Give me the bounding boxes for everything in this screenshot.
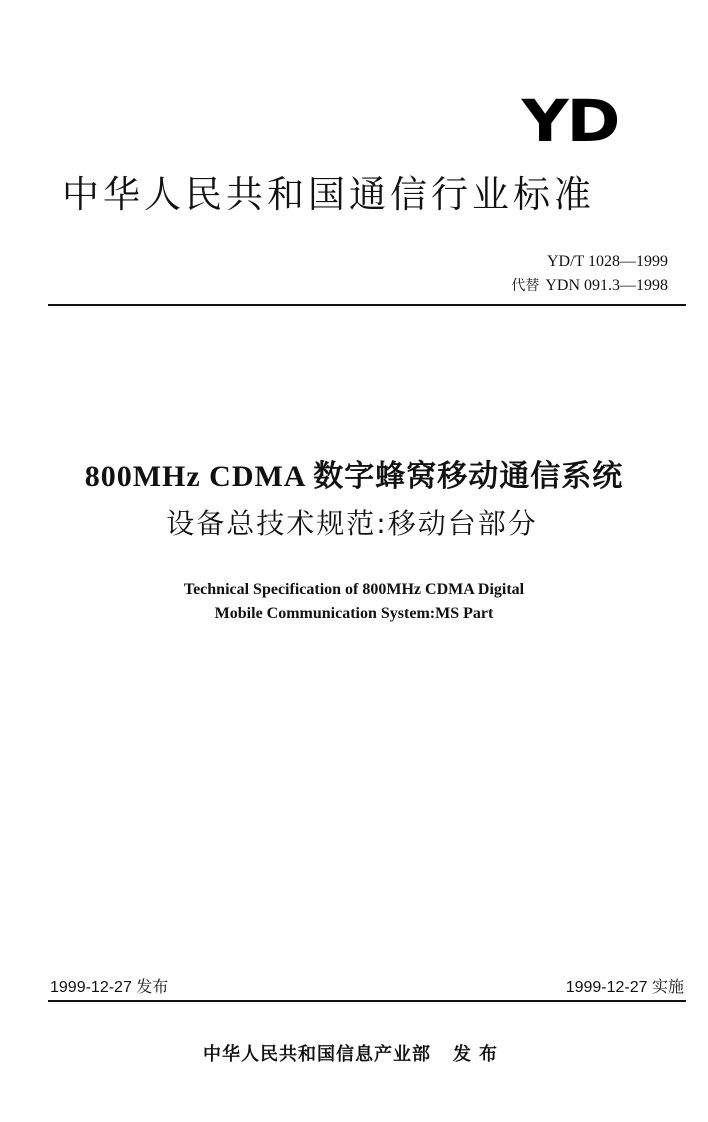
implement-date: 1999-12-27 实施 [565, 979, 684, 996]
replaces-number: YDN 091.3—1998 [545, 277, 668, 294]
yd-logo: YD [521, 87, 618, 155]
header-divider [48, 304, 686, 306]
footer-divider [48, 1000, 686, 1002]
publisher-name: 中华人民共和国信息产业部 [203, 1044, 431, 1065]
standard-number-block [511, 250, 668, 298]
english-title [0, 578, 708, 626]
replaces-label: 代替 [511, 278, 540, 294]
english-title-line-1: Technical Specification of 800MHz CDMA Digital [183, 581, 525, 598]
publisher-line [0, 1040, 708, 1066]
english-title-line-2: Mobile Communication System:MS Part [214, 605, 494, 622]
standard-category-title: 中华人民共和国通信行业标准 [62, 173, 595, 216]
chinese-title-line-2: 设备总技术规范:移动台部分 [166, 507, 538, 540]
chinese-title-line-1: 800MHz CDMA 数字蜂窝移动通信系统 [84, 460, 624, 493]
issue-date: 1999-12-27 发布 [50, 979, 169, 996]
standard-number: YD/T 1028—1999 [546, 253, 668, 270]
issue-label: 发布 [453, 1044, 505, 1065]
replaces-line [511, 274, 668, 298]
